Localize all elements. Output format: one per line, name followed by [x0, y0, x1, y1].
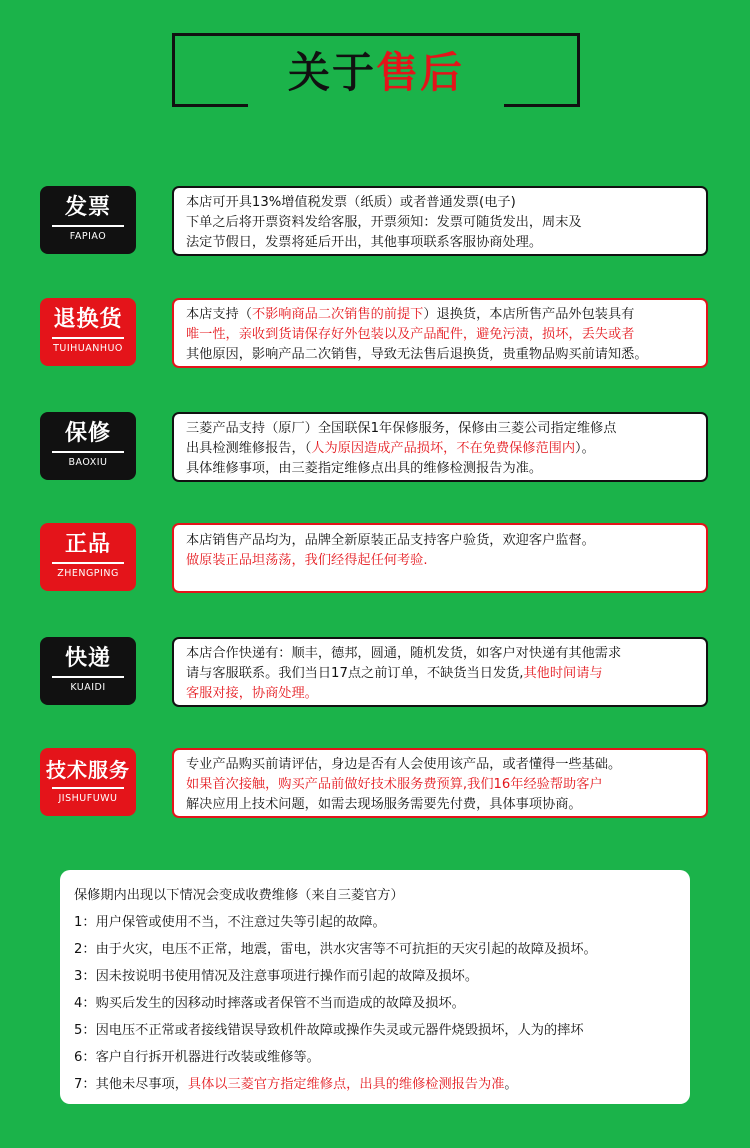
text-line: 专业产品购买前请评估，身边是否有人会使用该产品，或者懂得一些基础。 [186, 757, 622, 772]
text-line: 三菱产品支持（原厂）全国联保1年保修服务，保修由三菱公司指定维修点 [186, 421, 617, 436]
notice-item: 2：由于火灾，电压不正常，地震，雷电，洪水灾害等不可抗拒的天灾引起的故障及损坏。 [74, 942, 597, 957]
badge-title: 发票 [64, 195, 111, 220]
text-line [186, 305, 694, 325]
genuine-text-box [172, 523, 708, 593]
text-fragment: 。 [504, 1077, 518, 1092]
highlight-line: 客服对接，协商处理。 [186, 686, 318, 701]
badge-divider [52, 562, 124, 564]
warranty-text-box [172, 412, 708, 482]
highlight-text: 不影响商品二次销售的前提下 [251, 307, 424, 322]
text-line: 具体维修事项，由三菱指定维修点出具的维修检测报告为准。 [186, 461, 543, 476]
shipping-text-box [172, 637, 708, 707]
badge-divider [52, 337, 124, 339]
title-frame [172, 33, 580, 107]
page-title-part2: 售后 [376, 48, 465, 97]
text-line: 其他原因，影响产品二次销售，导致无法售后退换货，贵重物品购买前请知悉。 [186, 347, 648, 362]
text-line: 下单之后将开票资料发给客服，开票须知：发票可随货发出，周末及 [186, 215, 582, 230]
notice-item: 3：因未按说明书使用情况及注意事项进行操作而引起的故障及损坏。 [74, 969, 479, 984]
page-title [175, 48, 577, 98]
warranty-badge [40, 412, 136, 480]
tech-service-badge [40, 748, 136, 816]
highlight-line: 做原装正品坦荡荡，我们经得起任何考验. [186, 553, 428, 568]
highlight-line: 如果首次接触，购买产品前做好技术服务费预算,我们16年经验帮助客户 [186, 777, 603, 792]
badge-title: 保修 [64, 421, 111, 446]
shipping-badge [40, 637, 136, 705]
text-line: 法定节假日，发票将延后开出，其他事项联系客服协商处理。 [186, 235, 543, 250]
invoice-badge [40, 186, 136, 254]
badge-divider [52, 451, 124, 453]
text-line [186, 439, 694, 459]
text-fragment: 出具检测维修报告，（ [186, 441, 312, 456]
page-title-part1: 关于 [287, 48, 376, 97]
tech-service-text-box [172, 748, 708, 818]
text-line: 本店销售产品均为，品牌全新原装正品支持客户验货，欢迎客户监督。 [186, 533, 595, 548]
badge-subtitle: TUIHUANHUO [53, 343, 123, 354]
badge-title: 退换货 [53, 307, 123, 332]
badge-divider [52, 787, 124, 789]
text-line: 本店合作快递有：顺丰，德邦，圆通，随机发货，如客户对快递有其他需求 [186, 646, 622, 661]
notice-item: 6：客户自行拆开机器进行改装或维修等。 [74, 1050, 320, 1065]
title-frame-corner-right [504, 104, 580, 107]
badge-subtitle: BAOXIU [68, 457, 108, 468]
highlight-text: 具体以三菱官方指定维修点，出具的维修检测报告为准 [187, 1077, 505, 1092]
text-fragment: ）。 [575, 441, 595, 456]
text-line: 本店可开具13%增值税发票（纸质）或者普通发票(电子) [186, 195, 516, 210]
text-fragment: 请与客服联系。我们当日17点之前订单，不缺货当日发货, [186, 666, 524, 681]
genuine-badge [40, 523, 136, 591]
highlight-text: 人为原因造成产品损坏，不在免费保修范围内 [311, 441, 576, 456]
paid-repair-notice [60, 870, 690, 1104]
notice-item [74, 1071, 676, 1098]
highlight-line: 唯一性，亲收到货请保存好外包装以及产品配件，避免污渍，损坏，丢失或者 [186, 327, 635, 342]
title-frame-corner-left [172, 104, 248, 107]
badge-divider [52, 676, 124, 678]
invoice-text-box [172, 186, 708, 256]
returns-badge [40, 298, 136, 366]
text-fragment: 7：其他未尽事项， [74, 1077, 188, 1092]
badge-subtitle: JISHUFUWU [58, 793, 118, 804]
text-line [186, 664, 694, 684]
badge-subtitle: KUAIDI [70, 682, 106, 693]
notice-heading: 保修期内出现以下情况会变成收费维修（来自三菱官方） [74, 888, 404, 903]
notice-item: 5：因电压不正常或者接线错误导致机件故障或操作失灵或元器件烧毁损坏，人为的摔坏 [74, 1023, 584, 1038]
badge-title: 技术服务 [46, 758, 130, 782]
badge-subtitle: ZHENGPING [57, 568, 119, 579]
badge-title: 正品 [64, 532, 111, 557]
badge-divider [52, 225, 124, 227]
badge-title: 快递 [64, 646, 111, 671]
notice-item: 4：购买后发生的因移动时摔落或者保管不当而造成的故障及损坏。 [74, 996, 465, 1011]
text-line: 解决应用上技术问题，如需去现场服务需要先付费，具体事项协商。 [186, 797, 582, 812]
notice-item: 1：用户保管或使用不当，不注意过失等引起的故障。 [74, 915, 386, 930]
highlight-text: 其他时间请与 [523, 666, 603, 681]
text-fragment: 本店支持（ [186, 307, 252, 322]
returns-text-box [172, 298, 708, 368]
badge-subtitle: FAPIAO [69, 231, 107, 242]
text-fragment: ）退换货，本店所售产品外包装具有 [423, 307, 635, 322]
